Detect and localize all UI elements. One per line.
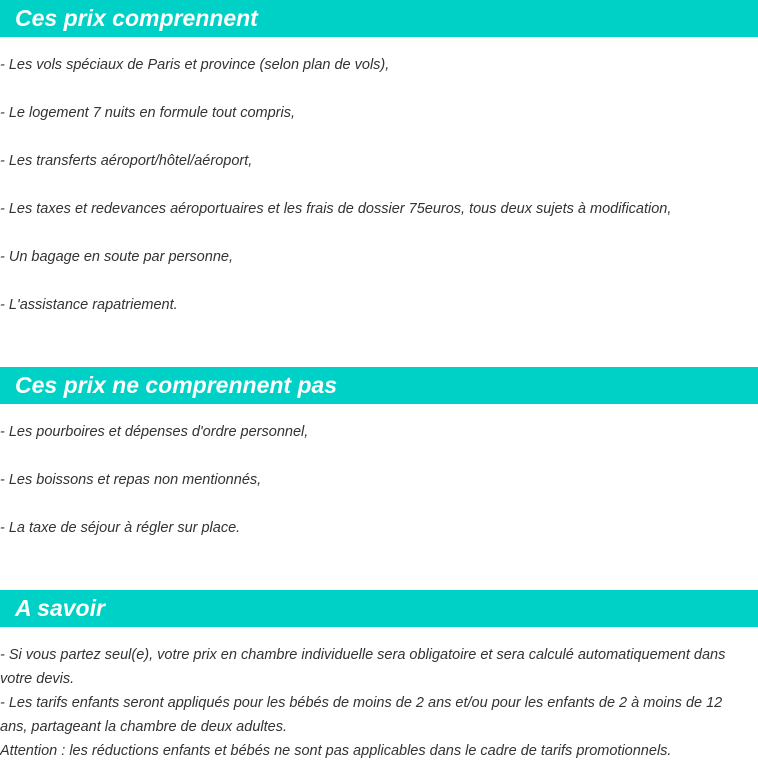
included-item-assistance: - L'assistance rapatriement. [0, 297, 178, 313]
not-included-item-tips: - Les pourboires et dépenses d'ordre personnel, [0, 424, 309, 440]
info-item-attention: Attention : les réductions enfants et bébés ne sont pas applicables dans le cadre de tarifs promotionnels. [0, 743, 672, 759]
info-item-child-rates: - Les tarifs enfants seront appliqués pour les bébés de moins de 2 ans et/ou pour les enfants de 2 à moins de 12 ans, partageant la chambre de deux adultes. [0, 695, 723, 735]
not-included-item-drinks: - Les boissons et repas non mentionnés, [0, 472, 262, 488]
section-header-included: Ces prix comprennent [0, 0, 758, 37]
section-header-not-included: Ces prix ne comprennent pas [0, 367, 758, 404]
included-item-transfers: - Les transferts aéroport/hôtel/aéroport, [0, 153, 253, 169]
included-item-lodging: - Le logement 7 nuits en formule tout compris, [0, 105, 295, 121]
info-item-single-room: - Si vous partez seul(e), votre prix en chambre individuelle sera obligatoire et sera calculé automatiquement dans votre devis. [0, 647, 726, 687]
included-item-taxes: - Les taxes et redevances aéroportuaires et les frais de dossier 75euros, tous deux sujets à modification, [0, 201, 672, 217]
included-item-flights: - Les vols spéciaux de Paris et province (selon plan de vols), [0, 57, 390, 73]
section-header-good-to-know: A savoir [0, 590, 758, 627]
included-item-baggage: - Un bagage en soute par personne, [0, 249, 233, 265]
not-included-item-tax: - La taxe de séjour à régler sur place. [0, 520, 241, 536]
